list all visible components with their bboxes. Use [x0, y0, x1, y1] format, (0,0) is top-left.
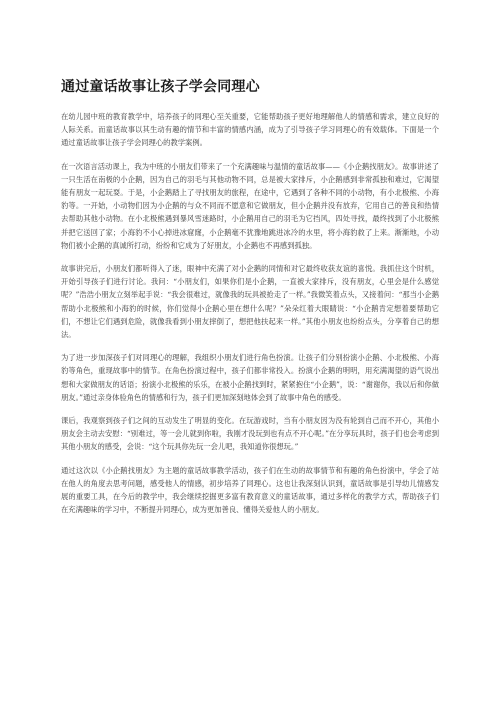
- paragraph-intro: 在幼儿园中班的教育教学中，培养孩子的同理心至关重要，它能帮助孩子更好地理解他人的情感和需求，建立良好的人际关系。而童话故事以其生动有趣的情节和丰富的情感内涵，成为了引导孩子学习同理心的有效载体。下面是一个通过童话故事让孩子学会同理心的教学案例。: [61, 112, 439, 148]
- paragraph-discussion: 故事讲完后，小朋友们都听得入了迷，眼神中充满了对小企鹅的同情和对它最终收获友谊的喜悦。我抓住这个时机，开始引导孩子们进行讨论。我问：“小朋友们，如果你们是小企鹅，一直被大家排斥，没有朋友，心里会是什么感觉呢？”浩浩小朋友立刻举起手说：“我会很难过，就像我的玩具被抢走了一样。”我微笑着点头，又接着问：“那当小企鹅帮助小北极熊和小海豹的时候，你们觉得小企鹅心里在想什么呢？”朵朵红着大眼睛说：“小企鹅肯定想着要帮助它们，不想让它们遇到危险，就像我看到小朋友摔倒了，想把他扶起来一样。”其他小朋友也纷纷点头，分享着自己的想法。: [61, 264, 439, 340]
- paragraph-role-play: 为了进一步加深孩子们对同理心的理解，我组织小朋友们进行角色扮演。让孩子们分别扮演小企鹅、小北极熊、小海豹等角色，重现故事中的情节。在角色扮演过程中，孩子们都非常投入。扮演小企鹅的明明，用充满渴望的语气说出想和大家做朋友的话语；扮演小北极熊的乐乐，在被小企鹅找到时，紧紧抱住“小企鹅”，说：“谢谢你，我以后和你做朋友。”通过亲身体验角色的情感和行为，孩子们更加深刻地体会到了故事中角色的感受。: [61, 353, 439, 402]
- document-page: [61, 78, 439, 526]
- paragraph-story: 在一次语言活动课上，我为中班的小朋友们带来了一个充满趣味与温情的童话故事——《小企鹅找朋友》。故事讲述了一只生活在南极的小企鹅，因为自己的羽毛与其他动物不同，总是被大家排斥，小企鹅感到非常孤独和难过，它渴望能有朋友一起玩耍。于是，小企鹅踏上了寻找朋友的旅程，在途中，它遇到了各种不同的小动物，有小北极熊、小海豹等。一开始，小动物们因为小企鹅的与众不同而不愿意和它做朋友，但小企鹅并没有放弃，它用自己的善良和热情去帮助其他小动物。在小北极熊遇到暴风雪迷路时，小企鹅用自己的羽毛为它挡风，四处寻找，最终找到了小北极熊并把它送回了家；小海豹不小心掉进冰窟窿，小企鹅毫不犹豫地跳进冰冷的水里，将小海豹救了上来。渐渐地，小动物们被小企鹅的真诚所打动，纷纷和它成为了好朋友，小企鹅也不再感到孤独。: [61, 161, 439, 250]
- document-title: 通过童话故事让孩子学会同理心: [61, 79, 260, 95]
- paragraph-observation: 课后，我观察到孩子们之间的互动发生了明显的变化。在玩游戏时，当有小朋友因为没有轮到自己而不开心，其他小朋友会主动去安慰：“别难过，等一会儿就到你啦，我刚才没玩到也有点不开心呢。”在分享玩具时，孩子们也会考虑到其他小朋友的感受，会说：“这个玩具你先玩一会儿吧，我知道你很想玩。”: [61, 416, 439, 452]
- paragraph-conclusion: 通过这次以《小企鹅找朋友》为主题的童话故事教学活动，孩子们在生动的故事情节和有趣的角色扮演中，学会了站在他人的角度去思考问题，感受他人的情感，初步培养了同理心。这也让我深刻认识到，童话故事是引导幼儿情感发展的重要工具，在今后的教学中，我会继续挖掘更多富有教育意义的童话故事，通过多样化的教学方式，帮助孩子们在充满趣味的学习中，不断提升同理心，成为更加善良、懂得关爱他人的小朋友。: [61, 465, 439, 515]
